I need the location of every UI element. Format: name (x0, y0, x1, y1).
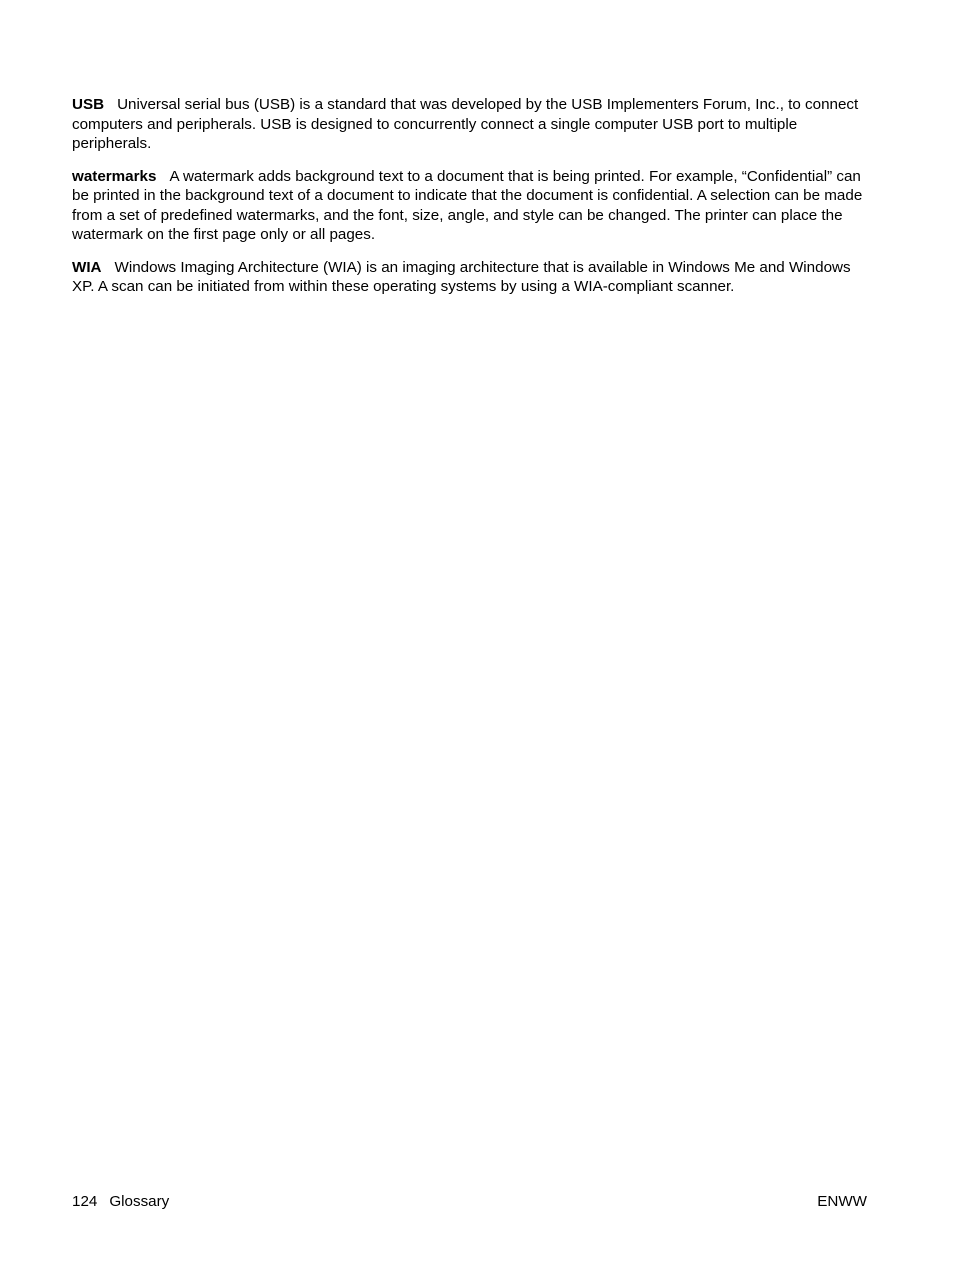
footer-left (72, 1192, 169, 1212)
section-title: Glossary (109, 1193, 170, 1210)
glossary-definition: Windows Imaging Architecture (WIA) is an imaging architecture that is available in Windows Me and Windows XP. A scan can be initiated from within these operating systems by using a WIA-compliant scanner. (72, 258, 851, 295)
glossary-term: USB (72, 96, 105, 113)
page-number: 124 (72, 1193, 98, 1210)
glossary-entries (72, 95, 872, 310)
glossary-term: watermarks (72, 167, 157, 185)
glossary-term: WIA (72, 258, 102, 276)
glossary-entry-usb (72, 95, 872, 154)
glossary-entry-wia (72, 258, 872, 297)
publisher-code: ENWW (817, 1193, 867, 1210)
glossary-definition: Universal serial bus (USB) is a standard that was developed by the USB Implementers Forum, Inc., to connect computers and peripherals. USB is designed to concurrently connect a single computer USB port to multiple peripherals. (72, 96, 859, 152)
glossary-entry-watermarks (72, 167, 872, 245)
glossary-definition: A watermark adds background text to a document that is being printed. For example, “Confidential” can be printed in the background text of a document to indicate that the document is confidential. A selection can be made from a set of predefined watermarks, and the font, size, angle, and style can be changed. The printer can place the watermark on the first page only or all pages. (72, 167, 863, 243)
